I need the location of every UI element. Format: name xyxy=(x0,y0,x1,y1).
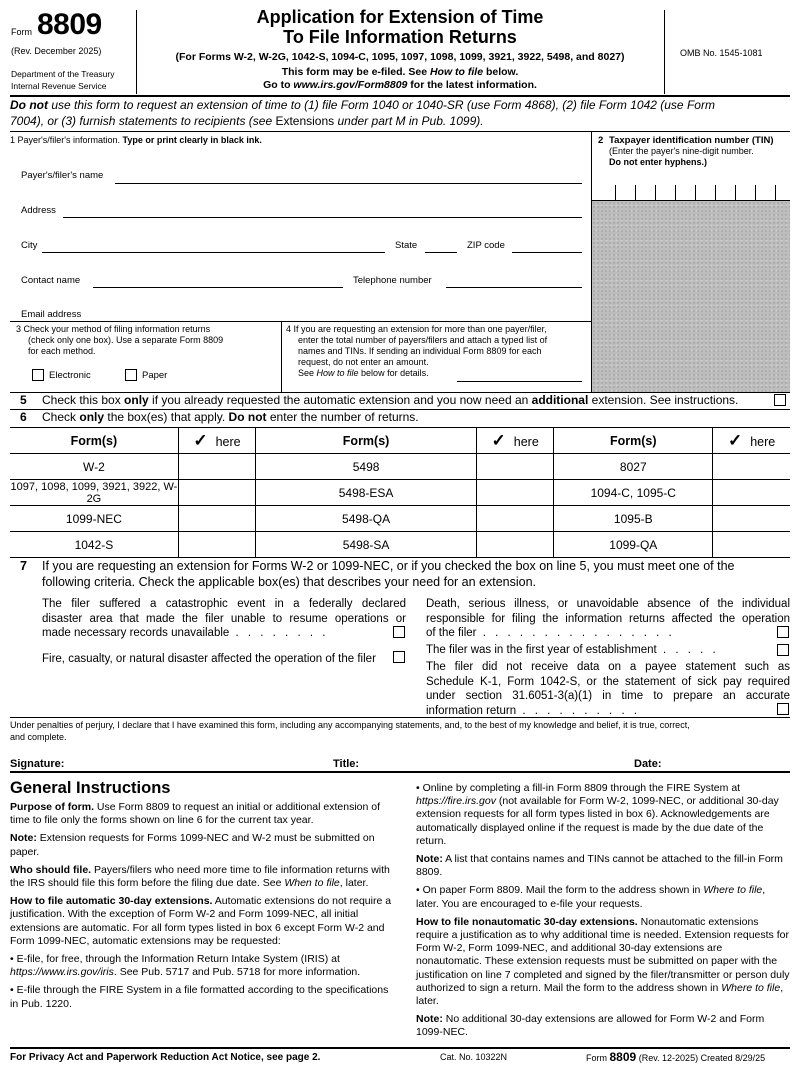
check-cell[interactable] xyxy=(713,506,790,532)
paper-bullet: • On paper Form 8809. Mail the form to the address shown in Where to file, later. You are encouraged to e-file your requests. xyxy=(416,884,766,910)
check-cell[interactable] xyxy=(477,454,554,480)
title-label: Title: xyxy=(333,758,360,770)
iris-bullet: • E-file, for free, through the Information Return Intake System (IRIS) at https://www.irs.gov/iris. See Pub. 5717 and Pub. 5718 for more information. xyxy=(10,953,361,979)
check-here-header: ✓ here xyxy=(477,428,554,454)
telephone-field[interactable] xyxy=(446,287,582,288)
line4-multiple-payers: 4 If you are requesting an extension for more than one payer/filer, enter the total number of payers/filers and attach a typed list of names and TINs. If sending an individual Form 8809 for each request, do not enter an amount. See How to file below for details. xyxy=(286,324,548,378)
form-cell: 1097, 1098, 1099, 3921, 3922, W-2G xyxy=(10,480,178,505)
omb-number: OMB No. 1545-1081 xyxy=(680,48,763,58)
address-label: Address xyxy=(21,205,56,216)
form-cell: 1094-C, 1095-C xyxy=(554,480,713,506)
state-label: State xyxy=(395,240,418,251)
zip-field[interactable] xyxy=(512,252,582,253)
line7-number: 7 xyxy=(20,559,27,573)
table-row xyxy=(10,506,790,532)
tin-entry-field[interactable] xyxy=(592,183,790,201)
criterion-catastrophic-event: The filer suffered a catastrophic event in a federally declared disaster area that made the filer unable to resume operations or made necessary records unavailable . . . . . . . . xyxy=(42,598,406,639)
check-cell[interactable] xyxy=(713,454,790,480)
address-field[interactable] xyxy=(63,217,582,218)
who-should-file-paragraph: Who should file. Payers/filers who need more time to file information returns with the IRS should file this form before the filing due date. See When to file, later. xyxy=(10,863,390,890)
form-revision-footer: Form 8809 (Rev. 12-2025) Created 8/29/25 xyxy=(586,1050,766,1064)
perjury-statement-cont: and complete. xyxy=(10,732,67,742)
payer-name-field[interactable] xyxy=(115,183,582,184)
form-cell: W-2 xyxy=(10,454,178,480)
line5-text: Check this box only if you already requested the automatic extension and you now need an additional extension. See instructions. xyxy=(42,393,739,407)
line6-number: 6 xyxy=(20,410,27,424)
check-cell[interactable] xyxy=(178,506,255,532)
form-cell: 1099-NEC xyxy=(10,506,178,532)
form-cell: 8027 xyxy=(554,454,713,480)
online-bullet: • Online by completing a fill-in Form 8809 through the FIRE System at https://fire.irs.gov (not available for Form W-2, 1099-NEC, or additional 30-day extension requests for all form types listed in box 6). Acknowledgements are automatically displayed online if the request is made by the due date of the return. xyxy=(416,782,779,847)
payer-name-label: Payer's/filer's name xyxy=(21,170,104,181)
do-not-use-warning-cont: 7004), or (3) furnish statements to recipients (see Extensions under part M in Pub. 1099). xyxy=(10,114,484,128)
signature-label: Signature: xyxy=(10,758,65,770)
automatic-extension-paragraph: How to file automatic 30-day extensions. Automatic extensions do not require a justification. With the exception of Form W-2 and Form 1099-NEC, all initial extensions are automatic. For all form types listed in box 6 except Form W-2 and Form 1099-NEC, automatic extensions may be requested: xyxy=(10,895,392,947)
check-cell[interactable] xyxy=(477,532,554,558)
table-row xyxy=(10,480,790,506)
form-revision: (Rev. December 2025) xyxy=(11,46,102,56)
fire-casualty-checkbox[interactable] xyxy=(393,651,405,663)
nonautomatic-extension-paragraph: How to file nonautomatic 30-day extensions. Nonautomatic extensions require a justification as to why additional time is needed. Extension requests for Form W-2, Form 1099-NEC, and additional 30-day extensions are nonautomatic. These extension requests must be submitted on paper with the justification on line 7 completed and signed by the filer/transmitter or person duly authorized to sign a return. Mail the form to the address shown in Where to file, later. xyxy=(416,915,790,1008)
form-cell: 5498-ESA xyxy=(256,480,477,506)
check-here-header: ✓ here xyxy=(713,428,790,454)
payee-data-checkbox[interactable] xyxy=(777,703,789,715)
contact-name-label: Contact name xyxy=(21,275,81,286)
form-title-line2: To File Information Returns xyxy=(283,27,517,47)
first-year-checkbox[interactable] xyxy=(777,644,789,656)
do-not-use-warning: Do not use this form to request an extension of time to (1) file Form 1040 or 1040-SR (use Form 4868), (2) file Form 1042 (use Form xyxy=(10,98,715,112)
form-header xyxy=(0,0,800,95)
telephone-label: Telephone number xyxy=(353,275,432,286)
paper-checkbox[interactable] xyxy=(125,369,137,381)
fire-bullet: • E-file through the FIRE System in a file formatted according to the specifications in Pub. 1220. xyxy=(10,984,389,1010)
tin-title: Taxpayer identification number (TIN) xyxy=(609,135,774,146)
additional-extension-checkbox[interactable] xyxy=(774,394,786,406)
line3-filing-method: 3 Check your method of filing information returns (check only one box). Use a separate Form 8809 for each method. xyxy=(16,324,224,356)
table-header-row xyxy=(10,428,790,454)
form-word: Form xyxy=(11,27,32,37)
state-field[interactable] xyxy=(425,252,457,253)
line2-number: 2 xyxy=(598,135,604,146)
criterion-first-year: The filer was in the first year of establishment . . . . . xyxy=(426,644,719,656)
catalog-number: Cat. No. 10322N xyxy=(440,1052,508,1062)
form-cell: 1095-B xyxy=(554,506,713,532)
paper-label: Paper xyxy=(142,370,168,381)
line1-label: 1 Payer's/filer's information. Type or print clearly in black ink. xyxy=(10,135,262,145)
perjury-statement: Under penalties of perjury, I declare that I have examined this form, including any accompanying statements, and, to the best of my knowledge and belief, it is true, correct, xyxy=(10,720,690,730)
check-cell[interactable] xyxy=(477,506,554,532)
form-column-header: Form(s) xyxy=(10,428,178,454)
death-illness-checkbox[interactable] xyxy=(777,626,789,638)
check-cell[interactable] xyxy=(713,480,790,506)
electronic-label: Electronic xyxy=(49,370,91,381)
criterion-fire-casualty: Fire, casualty, or natural disaster affected the operation of the filer xyxy=(42,653,376,665)
tin-instructions: (Enter the payer's nine-digit number. xyxy=(609,146,754,156)
catastrophic-event-checkbox[interactable] xyxy=(393,626,405,638)
tin-no-hyphens: Do not enter hyphens.) xyxy=(609,157,708,167)
form-column-header: Form(s) xyxy=(554,428,713,454)
city-label: City xyxy=(21,240,38,251)
note-no-additional-paragraph: Note: No additional 30-day extensions are allowed for Form W-2 and Form 1099-NEC. xyxy=(416,1013,765,1039)
instructions-left-column xyxy=(10,778,394,1016)
city-field[interactable] xyxy=(42,252,385,253)
purpose-paragraph: Purpose of form. Use Form 8809 to request an initial or additional extension of time to file only the forms shown on line 6 for the current tax year. xyxy=(10,801,381,827)
zip-label: ZIP code xyxy=(467,240,505,251)
check-cell[interactable] xyxy=(477,480,554,506)
payer-count-field[interactable] xyxy=(457,381,582,382)
department: Department of the Treasury xyxy=(11,69,115,79)
form-cell: 1099-QA xyxy=(554,532,713,558)
contact-name-field[interactable] xyxy=(93,287,343,288)
form-cell: 1042-S xyxy=(10,532,178,558)
criterion-death-illness: Death, serious illness, or unavoidable absence of the individual responsible for filing the information returns affected the operation of the filer . . . . . . . . . . . . . . . . xyxy=(426,598,790,639)
note-list-paragraph: Note: A list that contains names and TINs cannot be attached to the fill-in Form 8809. xyxy=(416,853,783,879)
form-cell: 5498-QA xyxy=(256,506,477,532)
line6-text: Check only the box(es) that apply. Do not enter the number of returns. xyxy=(42,410,419,424)
check-cell[interactable] xyxy=(178,454,255,480)
check-cell[interactable] xyxy=(178,480,255,506)
line7-intro-cont: following criteria. Check the applicable box(es) that describes your need for an extension. xyxy=(42,575,537,589)
table-row xyxy=(10,532,790,558)
instructions-right-column xyxy=(416,782,790,1045)
efile-note: This form may be e-filed. See How to file below. xyxy=(281,66,519,78)
form-cell: 5498 xyxy=(256,454,477,480)
privacy-notice: For Privacy Act and Paperwork Reduction Act Notice, see page 2. xyxy=(10,1052,321,1063)
check-here-header: ✓ here xyxy=(178,428,255,454)
check-cell[interactable] xyxy=(713,532,790,558)
form-cell: 5498-SA xyxy=(256,532,477,558)
line7-intro: If you are requesting an extension for Forms W-2 or 1099-NEC, or if you checked the box on line 5, you must meet one of the xyxy=(42,559,735,573)
agency: Internal Revenue Service xyxy=(11,81,107,91)
line5-number: 5 xyxy=(20,393,27,407)
shaded-area xyxy=(592,201,790,392)
forms-table xyxy=(10,427,790,558)
email-label: Email address xyxy=(21,309,82,320)
table-row xyxy=(10,454,790,480)
forms-covered: (For Forms W-2, W-2G, 1042-S, 1094-C, 1095, 1097, 1098, 1099, 3921, 3922, 5498, and 8027) xyxy=(175,51,625,63)
form-column-header: Form(s) xyxy=(256,428,477,454)
form-title-line1: Application for Extension of Time xyxy=(256,7,544,27)
note-paper-paragraph: Note: Extension requests for Forms 1099-NEC and W-2 must be submitted on paper. xyxy=(10,832,375,858)
latest-info-link[interactable]: Go to www.irs.gov/Form8809 for the latest information. xyxy=(263,79,537,91)
electronic-checkbox[interactable] xyxy=(32,369,44,381)
date-label: Date: xyxy=(634,758,662,770)
form-number: 8809 xyxy=(37,8,102,41)
criterion-payee-data: The filer did not receive data on a payee statement such as Schedule K-1, Form 1042-S, or the statement of sick pay required under section 31.6051-3(a)(1) in time to prepare an accurate information return . . . . . . . . . . xyxy=(426,661,790,717)
check-cell[interactable] xyxy=(178,532,255,558)
instructions-heading: General Instructions xyxy=(10,779,171,797)
